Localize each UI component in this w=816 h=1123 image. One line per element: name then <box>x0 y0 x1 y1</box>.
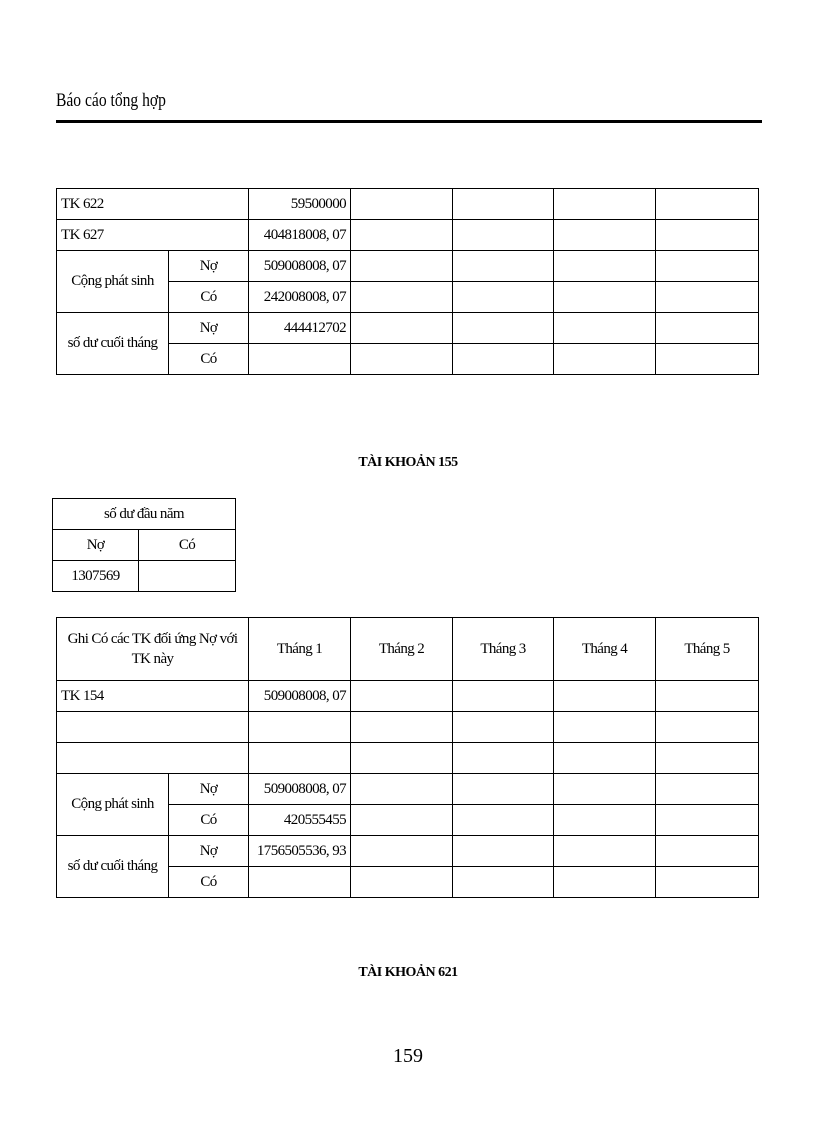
month1-value: 59500000 <box>249 189 351 220</box>
section-title-155: TÀI KHOẢN 155 <box>358 455 458 470</box>
co-label: Có <box>169 282 249 313</box>
no-label: Nợ <box>53 530 139 561</box>
co-value <box>139 561 236 592</box>
table-row <box>53 530 236 561</box>
month1-value <box>249 344 351 375</box>
month1-value: 509008008, 07 <box>249 251 351 282</box>
no-label: Nợ <box>169 774 249 805</box>
month1-value <box>249 867 351 898</box>
cong-phat-sinh-label: Cộng phát sinh <box>57 774 169 836</box>
header-month-1: Tháng 1 <box>249 618 351 681</box>
cong-phat-sinh-label: Cộng phát sinh <box>57 251 169 313</box>
header-month-5: Tháng 5 <box>656 618 759 681</box>
month1-value: 242008008, 07 <box>249 282 351 313</box>
account-155-table <box>56 617 759 898</box>
opening-balance-table <box>52 498 236 592</box>
header-rule <box>56 120 762 123</box>
table-row <box>57 743 759 774</box>
table-row <box>57 774 759 805</box>
month1-value: 420555455 <box>249 805 351 836</box>
table-header-row <box>57 618 759 681</box>
so-du-cuoi-thang-label: số dư cuối tháng <box>57 836 169 898</box>
no-label: Nợ <box>169 313 249 344</box>
account-table-top <box>56 188 759 375</box>
month1-value: 444412702 <box>249 313 351 344</box>
page-header-title: Báo cáo tổng hợp <box>56 90 166 111</box>
opening-balance-title: số dư đầu năm <box>53 499 236 530</box>
table-row <box>57 189 759 220</box>
table-row <box>57 220 759 251</box>
header-first-column: Ghi Có các TK đối ứng Nợ với TK này <box>57 618 249 681</box>
no-value: 1307569 <box>53 561 139 592</box>
no-label: Nợ <box>169 251 249 282</box>
table-row <box>57 313 759 344</box>
month1-value: 509008008, 07 <box>249 681 351 712</box>
co-label: Có <box>169 805 249 836</box>
table-row <box>57 712 759 743</box>
page-number: 159 <box>393 1045 423 1067</box>
so-du-cuoi-thang-label: số dư cuối tháng <box>57 313 169 375</box>
table-row <box>53 499 236 530</box>
table-row <box>53 561 236 592</box>
row-label: TK 154 <box>57 681 249 712</box>
co-label: Có <box>139 530 236 561</box>
table-row <box>57 836 759 867</box>
row-label: TK 627 <box>57 220 249 251</box>
table-row <box>57 251 759 282</box>
no-label: Nợ <box>169 836 249 867</box>
section-title-621: TÀI KHOẢN 621 <box>358 965 458 980</box>
month1-value: 1756505536, 93 <box>249 836 351 867</box>
header-month-4: Tháng 4 <box>554 618 656 681</box>
table-row <box>57 681 759 712</box>
month1-value: 509008008, 07 <box>249 774 351 805</box>
header-month-3: Tháng 3 <box>453 618 554 681</box>
month1-value: 404818008, 07 <box>249 220 351 251</box>
row-label: TK 622 <box>57 189 249 220</box>
header-month-2: Tháng 2 <box>351 618 453 681</box>
co-label: Có <box>169 344 249 375</box>
co-label: Có <box>169 867 249 898</box>
